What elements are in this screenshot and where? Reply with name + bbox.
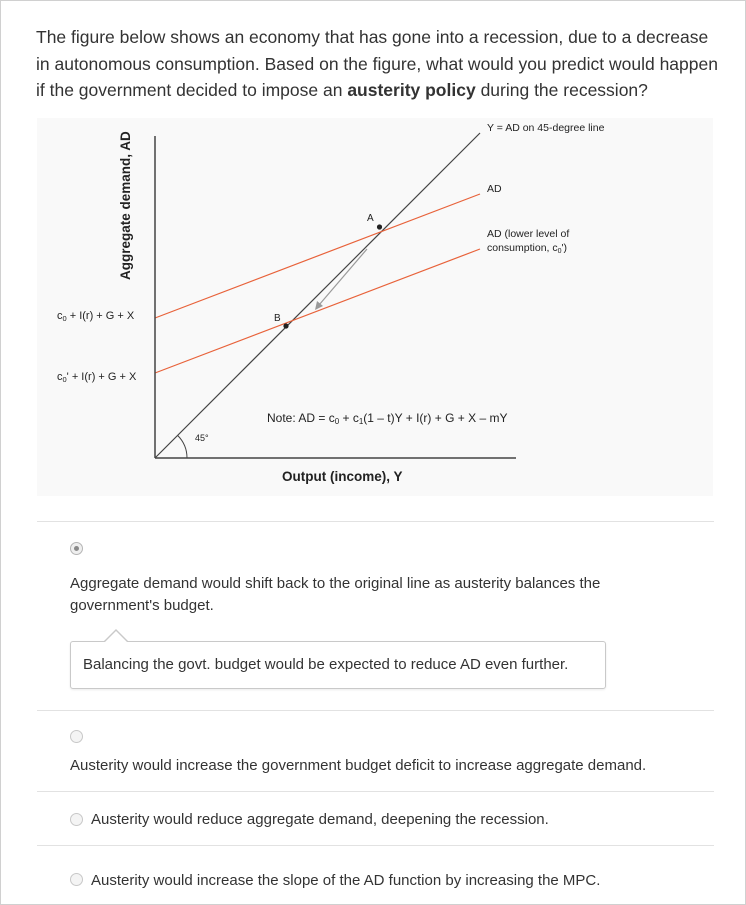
point-b-label: B (274, 313, 281, 324)
line-45-label: Y = AD on 45-degree line (487, 122, 605, 134)
option-1-text[interactable]: Aggregate demand would shift back to the original line as austerity balances the government's budget. (70, 575, 601, 614)
divider (37, 791, 714, 792)
question-emphasis: austerity policy (347, 80, 476, 100)
option-3-radio[interactable] (70, 813, 83, 826)
ad-line-upper (155, 194, 480, 318)
question-text: The figure below shows an economy that has gone into a recession, due to a decrease in autonomous consumption. Based on the figure, what would you predict would happen if the government decided to impose an austerity policy during the recession? (36, 27, 718, 100)
divider (37, 710, 714, 711)
angle-arc (178, 435, 187, 458)
feedback-box (70, 641, 606, 689)
recession-figure (37, 118, 713, 496)
ad-diagram (37, 118, 713, 496)
ad-lower-label-line1: AD (lower level of (487, 228, 570, 240)
option-4-radio[interactable] (70, 873, 83, 886)
option-4-text[interactable]: Austerity would increase the slope of the AD function by increasing the MPC. (91, 872, 601, 889)
ad-lower-label-line2: consumption, c0') (487, 242, 568, 255)
angle-label: 45° (195, 433, 209, 443)
intercept-upper-label: c0 + I(r) + G + X (57, 310, 135, 323)
point-a (377, 224, 382, 229)
option-3-text[interactable]: Austerity would reduce aggregate demand, deepening the recession. (91, 811, 549, 828)
y-axis-label: Aggregate demand, AD (118, 131, 133, 280)
ad-upper-label: AD (487, 183, 502, 195)
option-2-text[interactable]: Austerity would increase the government budget deficit to increase aggregate demand. (70, 757, 647, 774)
formula-note: Note: AD = c0 + c1(1 – t)Y + I(r) + G + X – mY (267, 411, 508, 426)
intercept-lower-label: c0' + I(r) + G + X (57, 371, 137, 384)
point-a-label: A (367, 213, 374, 224)
ad-line-lower (155, 249, 480, 373)
divider (37, 845, 714, 846)
line-45-degree (155, 133, 480, 458)
option-2-radio[interactable] (70, 730, 83, 743)
shift-arrow (319, 249, 367, 305)
option-1-radio[interactable] (70, 542, 83, 555)
feedback-text: Balancing the govt. budget would be expected to reduce AD even further. (83, 656, 569, 673)
divider (37, 521, 714, 522)
x-axis-label: Output (income), Y (282, 469, 403, 484)
point-b (283, 323, 288, 328)
feedback-pointer-inner (104, 631, 128, 643)
